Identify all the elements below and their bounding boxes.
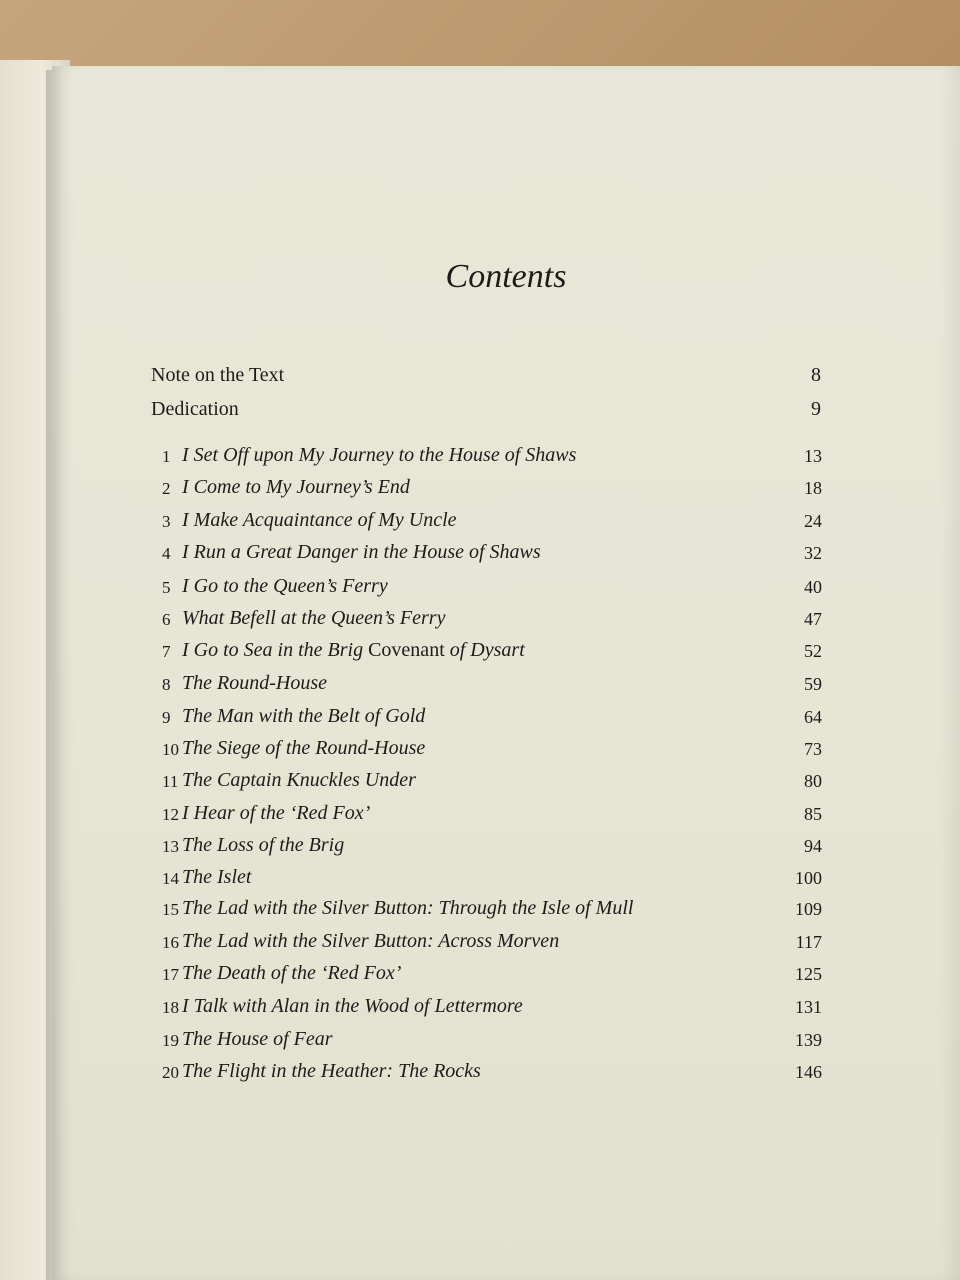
chapter-number: 8 [162, 675, 171, 694]
page-edge [940, 66, 960, 1280]
chapter-number: 2 [162, 479, 171, 498]
chapter-page: 109 [795, 899, 822, 919]
chapter-title: The Lad with the Silver Button: Across Morven [182, 930, 560, 952]
chapter-page: 125 [795, 964, 822, 984]
chapter-title: I Hear of the ‘Red Fox’ [182, 802, 371, 824]
chapter-page: 18 [804, 478, 822, 498]
chapter-number: 5 [162, 578, 171, 597]
chapter-row [162, 705, 822, 731]
chapter-row [162, 995, 822, 1021]
chapter-row [162, 639, 822, 665]
chapter-number: 18 [162, 998, 179, 1017]
chapter-row [162, 541, 822, 567]
chapter-number: 20 [162, 1063, 179, 1082]
front-matter-page: 8 [811, 364, 821, 386]
chapter-row [162, 607, 822, 633]
chapter-title: The Lad with the Silver Button: Through the Isle of Mull [182, 897, 634, 919]
front-matter-label: Note on the Text [151, 364, 285, 386]
chapter-page: 47 [804, 609, 822, 629]
chapter-number: 13 [162, 837, 179, 856]
chapter-page: 52 [804, 641, 822, 661]
chapter-row [162, 1028, 822, 1054]
chapter-row [162, 962, 822, 988]
chapter-number: 3 [162, 512, 171, 531]
chapter-title: The Islet [182, 866, 252, 888]
page-title: Contents [445, 258, 567, 295]
chapter-row [162, 802, 822, 828]
chapter-title [182, 639, 525, 662]
front-matter-item [151, 398, 821, 424]
chapter-number: 10 [162, 740, 179, 759]
chapter-number: 19 [162, 1031, 179, 1050]
chapter-title: What Befell at the Queen’s Ferry [182, 607, 446, 629]
chapter-page: 13 [804, 446, 822, 466]
contents-page [52, 66, 960, 1280]
chapter-page: 64 [804, 707, 822, 727]
chapter-number: 7 [162, 642, 171, 661]
chapter-title-part: I Go to Sea in the Brig [182, 639, 369, 661]
chapter-page: 94 [804, 836, 822, 856]
chapter-title: I Set Off upon My Journey to the House of Shaws [182, 444, 577, 466]
chapter-number: 11 [162, 772, 179, 791]
chapter-page: 117 [795, 932, 822, 952]
chapter-page: 40 [804, 577, 822, 597]
chapter-title: The Loss of the Brig [182, 834, 345, 856]
chapter-row [162, 672, 822, 698]
chapter-page: 85 [804, 804, 822, 824]
chapter-page: 32 [804, 543, 822, 563]
chapter-title: The Death of the ‘Red Fox’ [182, 962, 402, 984]
chapter-number: 16 [162, 933, 179, 952]
chapter-row [162, 509, 822, 535]
chapter-title-part: of Dysart [444, 639, 525, 661]
chapter-title: I Make Acquaintance of My Uncle [182, 509, 457, 531]
chapter-row [162, 1060, 822, 1086]
chapter-row [162, 930, 822, 956]
chapter-number: 15 [162, 900, 179, 919]
chapter-page: 59 [804, 674, 822, 694]
chapter-page: 80 [804, 771, 822, 791]
chapter-page: 73 [804, 739, 822, 759]
chapter-title: The Flight in the Heather: The Rocks [182, 1060, 481, 1082]
chapter-title: I Go to the Queen’s Ferry [182, 575, 388, 597]
chapter-number: 17 [162, 965, 179, 984]
chapter-row [162, 897, 822, 923]
chapter-page: 100 [795, 868, 822, 888]
chapter-number: 6 [162, 610, 171, 629]
front-matter-page: 9 [811, 398, 821, 420]
chapter-page: 146 [795, 1062, 822, 1082]
chapter-page: 131 [795, 997, 822, 1017]
chapter-title: I Run a Great Danger in the House of Shaws [182, 541, 541, 563]
chapter-row [162, 476, 822, 502]
chapter-title: I Talk with Alan in the Wood of Lettermore [182, 995, 523, 1017]
chapter-number: 4 [162, 544, 171, 563]
ship-name: Covenant [368, 639, 445, 661]
chapter-title: The Captain Knuckles Under [182, 769, 416, 791]
chapter-row [162, 444, 822, 470]
chapter-title: The House of Fear [182, 1028, 333, 1050]
chapter-title: I Come to My Journey’s End [182, 476, 410, 498]
chapter-title: The Man with the Belt of Gold [182, 705, 426, 727]
chapter-row [162, 575, 822, 601]
chapter-number: 12 [162, 805, 179, 824]
chapter-row [162, 866, 822, 892]
chapter-page: 139 [795, 1030, 822, 1050]
chapter-title: The Round-House [182, 672, 327, 694]
chapter-page: 24 [804, 511, 822, 531]
chapter-title: The Siege of the Round-House [182, 737, 426, 759]
chapter-number: 9 [162, 708, 171, 727]
chapter-row [162, 769, 822, 795]
chapter-number: 14 [162, 869, 179, 888]
chapter-number: 1 [162, 447, 171, 466]
front-matter-item [151, 364, 821, 390]
chapter-row [162, 737, 822, 763]
front-matter-label: Dedication [151, 398, 239, 420]
chapter-row [162, 834, 822, 860]
